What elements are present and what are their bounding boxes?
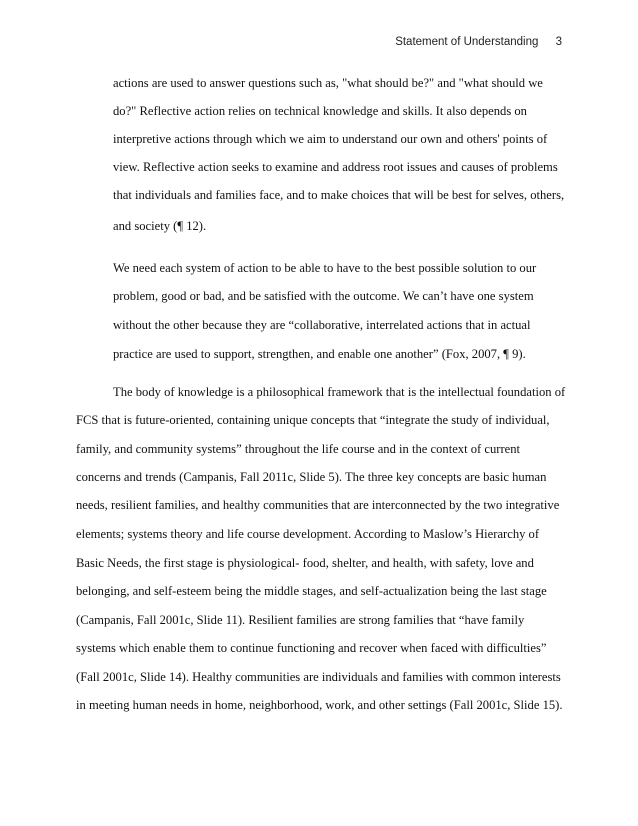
text-line: interpretive actions through which we aim to understand our own and others' points of <box>113 132 548 146</box>
text-line: do?" Reflective action relies on technical knowledge and skills. It also depends on <box>113 104 527 118</box>
running-header <box>395 36 562 48</box>
text-line: We need each system of action to be able to have to the best possible solution to our <box>113 261 537 275</box>
text-line: Basic Needs, the first stage is physiological- food, shelter, and health, with safety, love and <box>76 556 534 570</box>
text-line: without the other because they are “collaborative, interrelated actions that in actual <box>113 318 531 332</box>
text-line: belonging, and self-esteem being the middle stages, and self-actualization being the last stage <box>76 584 547 598</box>
text-line: and society (¶ 12). <box>113 219 207 233</box>
text-line: that individuals and families face, and to make choices that will be best for selves, others, <box>113 188 565 202</box>
text-line: The body of knowledge is a philosophical framework that is the intellectual foundation of <box>113 385 566 399</box>
text-line: in meeting human needs in home, neighborhood, work, and other settings (Fall 2001c, Slide 15). <box>76 698 563 712</box>
text-line: actions are used to answer questions such as, "what should be?" and "what should we <box>113 76 543 90</box>
text-line: (Fall 2001c, Slide 14). Healthy communities are individuals and families with common interests <box>76 670 561 684</box>
text-line: needs, resilient families, and healthy communities that are interconnected by the two integrative <box>76 498 560 512</box>
text-line: view. Reflective action seeks to examine and address root issues and causes of problems <box>113 160 558 174</box>
text-line: systems which enable them to continue functioning and recover when faced with difficulties” <box>76 641 547 655</box>
text-line: (Campanis, Fall 2001c, Slide 11). Resilient families are strong families that “have family <box>76 613 525 627</box>
text-line: family, and community systems” throughout the life course and in the context of current <box>76 442 521 456</box>
page-number: 3 <box>555 36 562 48</box>
text-line: practice are used to support, strengthen, and enable one another” (Fox, 2007, ¶ 9). <box>113 347 526 361</box>
text-line: problem, good or bad, and be satisfied with the outcome. We can’t have one system <box>113 289 534 303</box>
header-title: Statement of Understanding <box>395 36 539 48</box>
text-line: concerns and trends (Campanis, Fall 2011c, Slide 5). The three key concepts are basic human <box>76 470 547 484</box>
text-line: FCS that is future-oriented, containing unique concepts that “integrate the study of individual, <box>76 413 550 427</box>
text-line: elements; systems theory and life course development. According to Maslow’s Hierarchy of <box>76 527 540 541</box>
